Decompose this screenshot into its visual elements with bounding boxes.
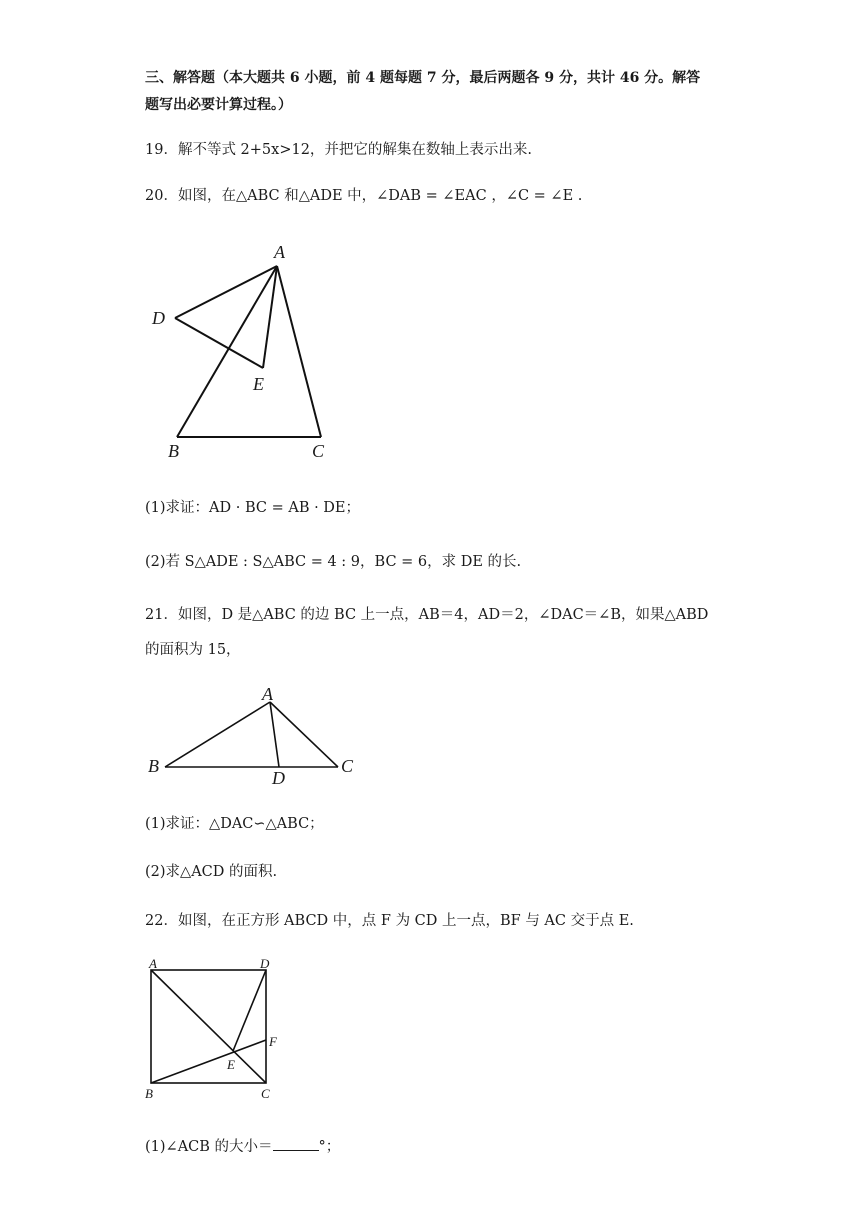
question-21-text-line1: 21．如图，D 是△ABC 的边 BC 上一点，AB＝4，AD＝2，∠DAC＝∠B，如果△ABD	[145, 607, 709, 623]
q22-segment-de	[233, 970, 266, 1051]
q21-label-d: D	[272, 768, 285, 788]
q22-diagonal-ac	[151, 970, 266, 1083]
q20-label-b: B	[168, 441, 179, 461]
question-21-part2: (2)求△ACD 的面积.	[145, 864, 278, 880]
q21-segment-ab	[165, 702, 270, 767]
q20-segment-ae	[263, 266, 277, 368]
answer-blank[interactable]	[273, 1136, 319, 1151]
q20-triangle-figure	[140, 230, 360, 470]
question-21-part1: (1)求证：△DAC∽△ABC；	[145, 816, 324, 832]
question-19-text: 19．解不等式 2+5x>12，并把它的解集在数轴上表示出来.	[145, 142, 533, 158]
q22-label-d: D	[260, 956, 270, 971]
q21-label-a: A	[262, 684, 273, 704]
q22-square-figure	[140, 952, 290, 1107]
q20-label-d: D	[152, 308, 165, 328]
q22-label-f: F	[269, 1034, 277, 1049]
q22-label-a: A	[149, 956, 157, 971]
q22-label-c: C	[261, 1086, 270, 1101]
question-20-text: 20．如图，在△ABC 和△ADE 中，∠DAB = ∠EAC ，∠C = ∠E .	[145, 188, 583, 204]
question-22-part1	[145, 1136, 340, 1157]
q21-triangle-figure	[140, 680, 370, 790]
q21-segment-ad	[270, 702, 279, 767]
question-22-part1-prefix: (1)∠ACB 的大小＝	[145, 1139, 273, 1155]
q20-segment-de	[175, 318, 263, 368]
q21-label-c: C	[341, 756, 354, 776]
q21-segment-ac	[270, 702, 338, 767]
q22-label-e: E	[227, 1057, 235, 1072]
q20-label-e: E	[253, 374, 264, 394]
q22-label-b: B	[145, 1086, 153, 1101]
q20-segment-ac	[277, 266, 321, 437]
q21-label-b: B	[148, 756, 159, 776]
q20-label-a: A	[274, 242, 285, 262]
question-22-text: 22．如图，在正方形 ABCD 中，点 F 为 CD 上一点，BF 与 AC 交于点 E.	[145, 913, 634, 929]
section-heading-line1: 三、解答题（本大题共 6 小题，前 4 题每题 7 分，最后两题各 9 分，共计 46 分。解答	[145, 70, 701, 86]
question-22-part1-suffix: °；	[318, 1139, 341, 1155]
question-21-text-line2: 的面积为 15，	[145, 642, 241, 658]
q20-label-c: C	[312, 441, 325, 461]
question-20-part1: (1)求证：AD · BC = AB · DE；	[145, 500, 361, 516]
q22-segment-bf	[151, 1040, 266, 1083]
section-heading-line2: 题写出必要计算过程。）	[145, 97, 292, 113]
question-20-part2: (2)若 S△ADE : S△ABC = 4 : 9，BC = 6，求 DE 的长.	[145, 554, 522, 570]
